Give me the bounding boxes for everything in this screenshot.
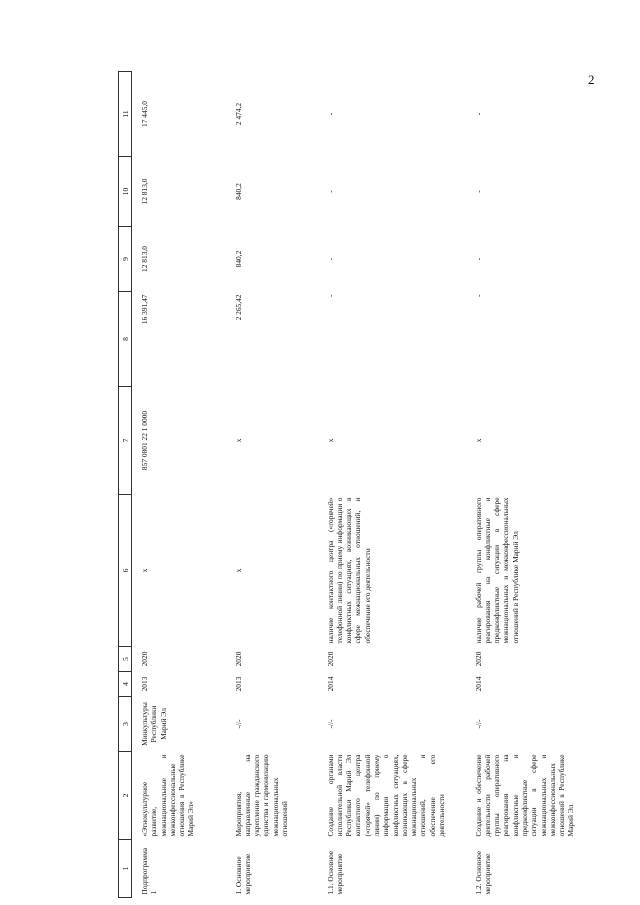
table-row [468, 72, 602, 898]
column-header: 2 [119, 752, 132, 840]
item-title-cell: Создание и обеспечение деятельности рабочей группы оперативного реагирования на конфликтные и предконфликтные ситуации в сфере межнациональных и межконфессиональных отношений в Республике Марий Эл [473, 754, 576, 837]
rotated-table-container [118, 72, 576, 898]
value-cell: 840,2 [233, 250, 243, 268]
result-cell: х [233, 568, 243, 573]
item-type-cell: 1. Основное мероприятие [233, 853, 252, 895]
item-type-cell: Подпрограмма 1 [140, 847, 159, 895]
item-title-cell: Мероприятия, направленные на укрепление гражданского единства и гармонизацию межнациональных отношений [233, 754, 289, 837]
value-cell: - [473, 294, 483, 297]
value-cell: 2 265,42 [233, 294, 243, 321]
table-row [228, 72, 320, 898]
column-header: 5 [119, 647, 132, 672]
value-cell: 16 391,47 [140, 294, 149, 325]
item-type-cell: 1.1. Основное мероприятие [325, 850, 344, 895]
result-cell: наличие рабочей группы оперативного реагирования на конфликтные и предконфликтные ситуации в сфере межнациональных и межконфессиональных отношений в Республике Марий Эл [473, 497, 520, 644]
result-cell: х [140, 568, 149, 573]
value-cell: 17 445,0 [140, 101, 149, 127]
table-row [132, 72, 228, 898]
column-header: 11 [119, 72, 132, 157]
end-year-cell: 2020 [140, 651, 149, 667]
result-cell: наличие контактного центра («горячей» телефонной линии) по приему информации о конфликтных ситуациях, возникающих в сфере межнациональных отношений, и обеспечение его деятельности [325, 497, 372, 644]
program-table [118, 71, 602, 898]
item-title-cell: «Этнокультурное развитие, межнациональные и межконфессиональные отношения в Республике Марий Эл» [140, 754, 196, 837]
budget-code-cell: х [233, 438, 243, 443]
value-cell: - [473, 190, 483, 193]
budget-code-cell: 857 0801 22 1 0000 [140, 410, 149, 471]
start-year-cell: 2014 [325, 676, 335, 692]
column-header: 7 [119, 387, 132, 495]
executor-cell: -//- [233, 719, 243, 729]
end-year-cell: 2020 [473, 651, 483, 667]
value-cell: - [325, 294, 335, 297]
column-header: 3 [119, 697, 132, 752]
table-row [320, 72, 468, 898]
value-cell: 840,2 [233, 183, 243, 200]
page-number: 2 [588, 72, 595, 87]
value-cell: - [325, 257, 335, 261]
value-cell: - [325, 190, 335, 193]
value-cell: - [473, 112, 483, 116]
column-header: 9 [119, 227, 132, 292]
end-year-cell: 2020 [325, 651, 335, 667]
column-header: 10 [119, 157, 132, 227]
budget-code-cell: х [325, 438, 335, 443]
budget-code-cell: х [473, 438, 483, 443]
value-cell: - [325, 112, 335, 116]
column-header: 6 [119, 495, 132, 647]
start-year-cell: 2013 [233, 676, 243, 692]
end-year-cell: 2020 [233, 651, 243, 667]
value-cell: - [473, 257, 483, 261]
executor-cell: -//- [473, 719, 483, 729]
executor-cell: Минкультуры Республики Марий Эл [140, 702, 168, 746]
value-cell: 2 474,2 [233, 102, 243, 126]
executor-cell: -//- [325, 719, 335, 729]
column-header: 8 [119, 292, 132, 387]
value-cell: 12 813,0 [140, 246, 149, 272]
item-title-cell: Создание органами исполнительной власти Республики Марий Эл контактного центра («горячей» телефонной линии) по приему информации о конфликтных ситуациях, возникающих в сфере межнациональных отношений, и обеспечение его деятельности [325, 754, 447, 837]
value-cell: 12 813,0 [140, 178, 149, 205]
column-number-row [119, 72, 132, 898]
column-header: 4 [119, 672, 132, 697]
column-header: 1 [119, 840, 132, 898]
start-year-cell: 2013 [140, 676, 149, 692]
start-year-cell: 2014 [473, 676, 483, 692]
item-type-cell: 1.2. Основное мероприятие [473, 850, 492, 895]
